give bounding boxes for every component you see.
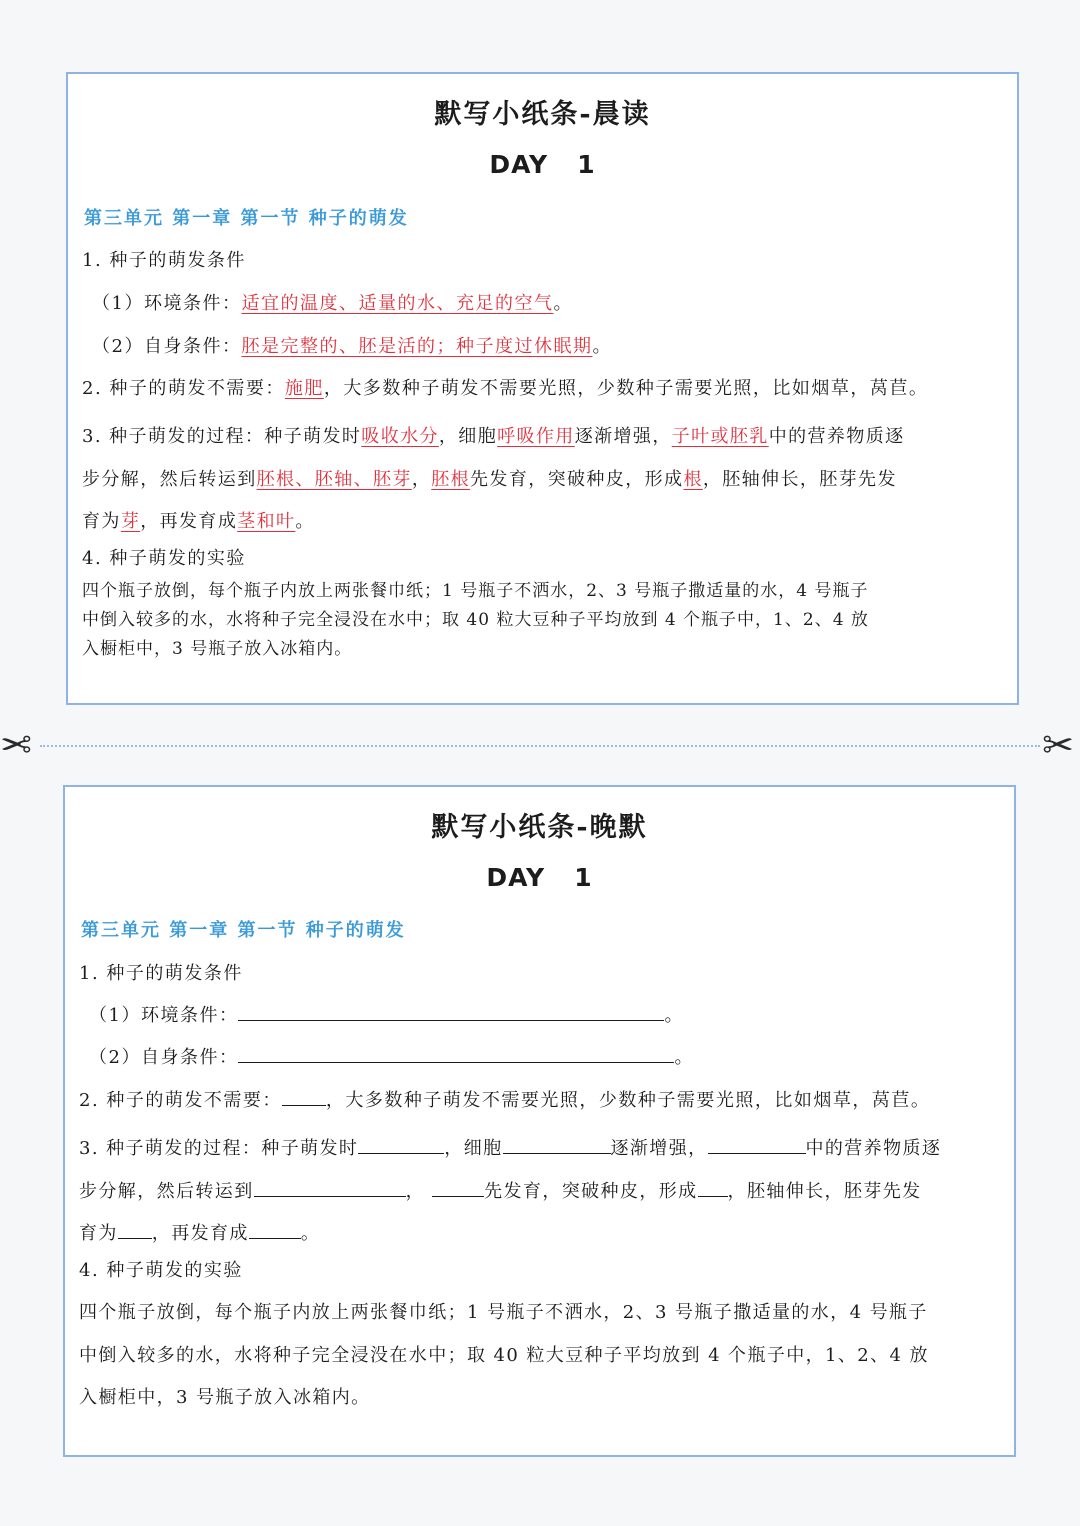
day-label: DAY 1 [486,863,593,892]
section-heading: 第三单元 第一章 第一节 种子的萌发 [84,208,409,229]
answer: 呼吸作用 [497,426,575,447]
item3-row [82,459,1001,502]
self-condition-line [89,1043,1004,1069]
answer: 吸收水分 [361,426,439,447]
text: ，细胞 [438,426,498,447]
answer: 茎和叶 [237,511,296,532]
fill-blank[interactable] [503,1135,611,1154]
item-2-line [82,374,1007,400]
item3-row [82,501,1001,544]
text: 3. 种子萌发的过程：种子萌发时 [79,1138,359,1159]
item3-row [79,1128,998,1171]
answer: 胚根 [431,468,471,490]
experiment-line: 四个瓶子放倒，每个瓶子内放上两张餐巾纸；1 号瓶子不洒水，2、3 号瓶子撒适量的水，4 号瓶子 [79,1302,928,1323]
text: 先发育，突破种皮，形成 [484,1180,698,1202]
answer: 子叶或胚乳 [671,426,769,447]
text: 育为 [82,511,121,532]
experiment-line: 入橱柜中，3 号瓶子放入冰箱内。 [79,1387,371,1408]
cut-divider [40,745,1040,747]
item2-text-a: 2. 种子的萌发不需要： [82,378,285,399]
fill-blank[interactable] [282,1087,326,1106]
self-end: 。 [674,1047,694,1068]
text: ，细胞 [444,1138,503,1159]
text: 逐渐增强， [574,426,672,447]
item-3-paragraph [79,1128,998,1256]
env-condition-line [89,1001,1004,1027]
fill-blank[interactable] [238,1044,674,1063]
evening-dictation-card [63,785,1016,1457]
item-4-heading: 4. 种子萌发的实验 [82,548,246,569]
text: 中的营养物质逐 [805,1138,942,1159]
experiment-paragraph [82,577,1001,664]
item2-text-a: 2. 种子的萌发不需要： [79,1090,282,1111]
item2-text-b: ，大多数种子萌发不需要光照，少数种子需要光照，比如烟草，莴苣。 [323,378,929,399]
text: 3. 种子萌发的过程：种子萌发时 [82,426,362,447]
text: ，胚轴伸长，胚芽先发 [702,468,897,490]
env-end: 。 [553,293,573,314]
env-end: 。 [664,1005,684,1026]
self-answer: 胚是完整的、胚是活的；种子度过休眠期 [241,336,593,357]
fill-blank[interactable] [249,1220,301,1239]
item-4-heading: 4. 种子萌发的实验 [79,1260,243,1281]
self-label: （2）自身条件： [89,1047,239,1068]
text: 。 [300,1223,321,1244]
card-title: 默写小纸条-晨读 [434,99,651,130]
self-label: （2）自身条件： [92,336,242,357]
item-2-line [79,1086,1004,1112]
item-3-paragraph [82,416,1001,544]
section-heading: 第三单元 第一章 第一节 种子的萌发 [81,920,406,941]
experiment-line: 中倒入较多的水，水将种子完全浸没在水中；取 40 粒大豆种子平均放到 4 个瓶子中，1、2、4 放 [82,610,869,630]
text: ，胚轴伸长，胚芽先发 [727,1180,922,1202]
item-1-heading: 1. 种子的萌发条件 [82,250,246,271]
scissors-icon: ✂ [1042,723,1074,767]
item3-row [82,416,1001,459]
fill-blank[interactable] [358,1135,444,1154]
env-label: （1）环境条件： [92,293,242,314]
answer: 根 [683,468,703,490]
text: ，再发育成 [151,1223,249,1244]
text: 步分解，然后转运到 [79,1180,254,1202]
env-condition-line [92,289,1007,315]
day-label: DAY 1 [489,150,596,179]
answer: 芽 [120,511,141,532]
fill-blank[interactable] [708,1135,806,1154]
fill-blank[interactable] [698,1178,728,1197]
env-label: （1）环境条件： [89,1005,239,1026]
text: ，再发育成 [140,511,238,532]
experiment-paragraph [79,1292,998,1420]
text: 步分解，然后转运到 [82,468,257,490]
fill-blank[interactable] [432,1178,484,1197]
experiment-line: 中倒入较多的水，水将种子完全浸没在水中；取 40 粒大豆种子平均放到 4 个瓶子中，1、2、4 放 [79,1344,929,1366]
text: 中的营养物质逐 [768,426,905,447]
item3-row [79,1213,998,1256]
answer: 胚根、胚轴、胚芽 [256,468,412,490]
morning-reading-card [66,72,1019,705]
experiment-line: 入橱柜中，3 号瓶子放入冰箱内。 [82,639,353,659]
self-condition-line [92,332,1007,358]
text: ， [405,1180,426,1202]
env-answer: 适宜的温度、适量的水、充足的空气 [241,293,554,314]
scissors-icon: ✂ [0,723,32,767]
text: ， [411,468,432,490]
fill-blank[interactable] [238,1002,664,1021]
item2-answer: 施肥 [284,378,324,399]
item2-text-b: ，大多数种子萌发不需要光照，少数种子需要光照，比如烟草，莴苣。 [325,1090,931,1111]
experiment-line: 四个瓶子放倒，每个瓶子内放上两张餐巾纸；1 号瓶子不洒水，2、3 号瓶子撒适量的水，4 号瓶子 [82,581,869,601]
item3-row [79,1171,998,1214]
text: 育为 [79,1223,118,1244]
self-end: 。 [592,336,612,357]
text: 逐渐增强， [610,1138,708,1159]
text: 先发育，突破种皮，形成 [470,468,684,490]
fill-blank[interactable] [118,1220,152,1239]
fill-blank[interactable] [254,1178,406,1197]
text: 。 [295,511,315,532]
card-title: 默写小纸条-晚默 [431,812,648,843]
item-1-heading: 1. 种子的萌发条件 [79,963,243,984]
